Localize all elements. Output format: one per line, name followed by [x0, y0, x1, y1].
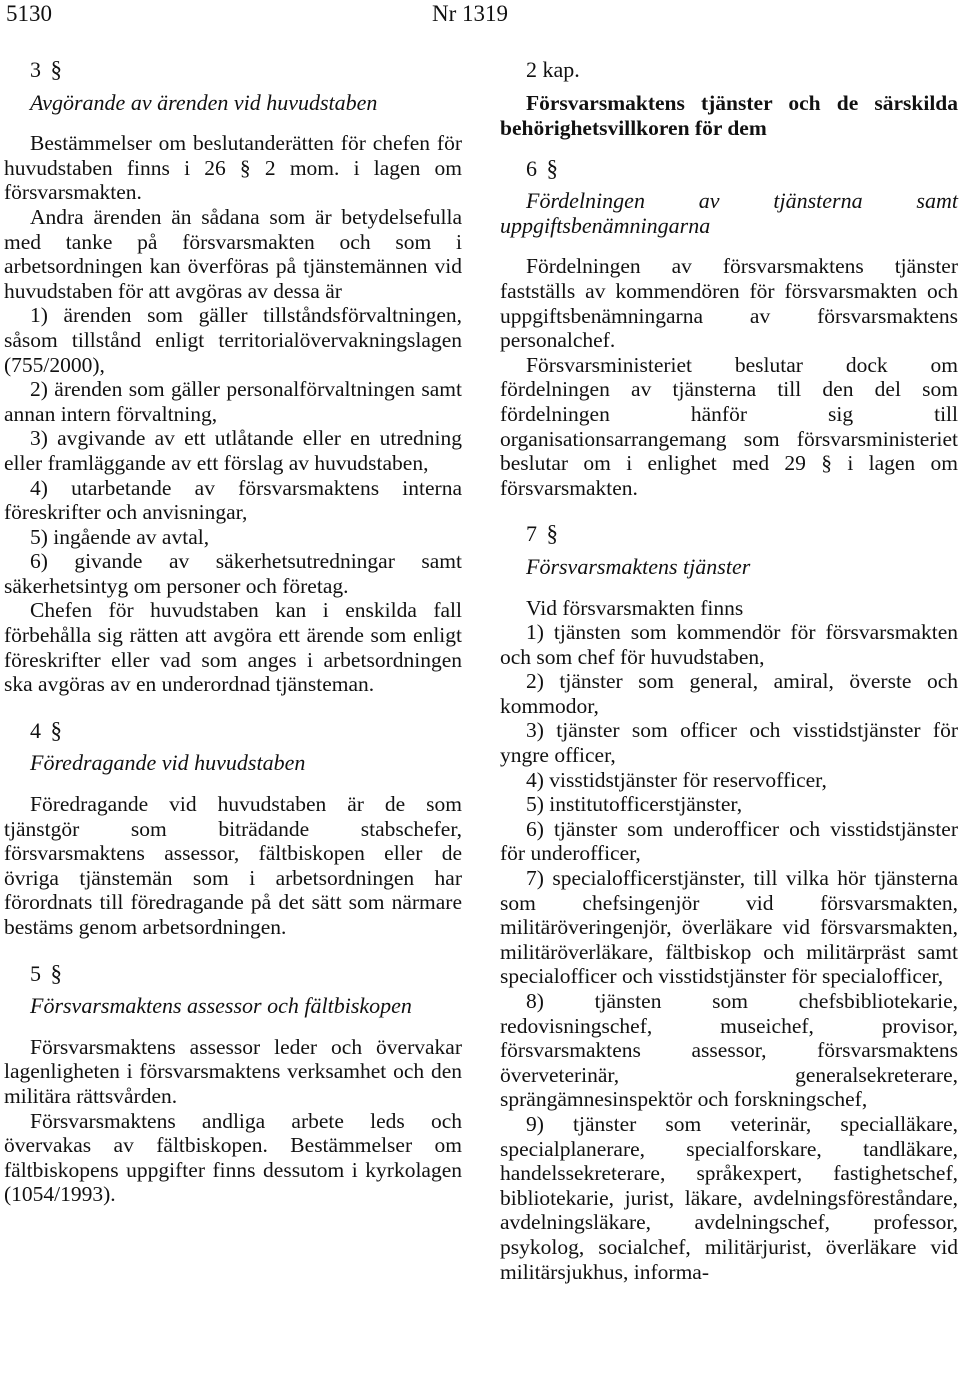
list-item: 5) ingående av avtal, [30, 524, 210, 549]
section-5-paragraph-1: Försvarsmaktens assessor leder och övervakar lagenligheten i försvarsmaktens verksamhet och den militära rättsvården. [4, 1034, 462, 1108]
issue-number: Nr 1319 [432, 1, 509, 26]
section-3-paragraph-3: Chefen för huvudstaben kan i enskilda fall förbehålla sig rätten att avgöra ett ärende som enligt föreskrifter eller vad som anges i arbetsordningen ska avgöras av en underordnad tjänsteman. [4, 598, 462, 697]
section-3-paragraph-1: Bestämmelser om beslutanderätten för chefen för huvudstaben finns i 26 § 2 mom. i lagen om försvarsmakten. [4, 131, 462, 205]
page-number: 5130 [6, 1, 52, 26]
list-item: 3) avgivande av ett utlåtande eller en utredning eller framläggande av ett förslag av huvudstaben, [4, 426, 462, 475]
list-item: 8) tjänsten som chefsbibliotekarie, redovisningschef, museichef, provisor, försvarsmaktens assessor, försvarsmaktens överveterinär, generalsekreterare, sprängämnesinspektör och forskningschef, [500, 989, 958, 1112]
list-item: 5) institutofficerstjänster, [526, 792, 743, 817]
list-item: 1) tjänsten som kommendör för försvarsmakten och som chef för huvudstaben, [500, 620, 958, 669]
section-4-title: Föredragande vid huvudstaben [30, 750, 306, 776]
section-6-paragraph-1: Fördelningen av försvarsmaktens tjänster fastställs av kommendören för försvarsmakten och uppgiftsbenämningarna av försvarsmaktens personalchef. [500, 254, 958, 353]
section-3-paragraph-2: Andra ärenden än sådana som är betydelsefulla med tanke på försvarsmakten och som i arbetsordningen kan överföras på tjänstemännen vid huvudstaben för att avgöras av dessa är [4, 204, 462, 303]
left-column [4, 58, 462, 1207]
list-item: 6) tjänster som underofficer och visstidstjänster för underofficer, [500, 816, 958, 866]
right-column [500, 58, 958, 1284]
section-6-title: Fördelningen av tjänsterna samt uppgiftsbenämningarna [500, 188, 958, 238]
section-3-title: Avgörande av ärenden vid huvudstaben [30, 89, 378, 115]
list-item: 6) givande av säkerhetsutredningar samt säkerhetsintyg om personer och företag. [4, 549, 462, 598]
section-7-intro: Vid försvarsmakten finns [526, 595, 744, 620]
section-4-heading: 4 § [30, 717, 62, 743]
list-item: 2) ärenden som gäller personalförvaltningen samt annan intern förvaltning, [4, 377, 462, 426]
section-5-heading: 5 § [30, 960, 62, 986]
list-item: 7) specialofficerstjänster, till vilka hör tjänsterna som chefsingenjör vid försvarsmakten, militäröveringenjör, överläkare vid försvarsmakten, militäröverläkare, fältbiskop och militärpräst samt specialofficer och visstidstjänster för specialofficer, [500, 866, 958, 989]
section-6-heading: 6 § [526, 155, 558, 181]
list-item: 4) utarbetande av försvarsmaktens interna föreskrifter och anvisningar, [4, 475, 462, 525]
chapter-number: 2 kap. [526, 57, 580, 82]
section-5-title: Försvarsmaktens assessor och fältbiskopen [30, 993, 412, 1019]
section-5-paragraph-2: Försvarsmaktens andliga arbete leds och övervakas av fältbiskopen. Bestämmelser om fältbiskopens uppgifter finns dessutom i kyrkolagen (1054/1993). [4, 1108, 462, 1207]
section-3-heading: 3 § [30, 57, 62, 82]
section-7-heading: 7 § [526, 521, 558, 547]
section-4-paragraph-1: Föredragande vid huvudstaben är de som tjänstgör som biträdande stabschefer, försvarsmaktens assessor, fältbiskopen eller de övriga tjänstemän som i arbetsordningen har förordnats till föredragande på det sätt som närmare bestäms genom arbetsordningen. [4, 792, 462, 939]
chapter-title: Försvarsmaktens tjänster och de särskilda behörighetsvillkoren för dem [500, 90, 958, 140]
list-item: 9) tjänster som veterinär, specialläkare, specialplanerare, specialforskare, tandläkare, handelssekreterare, språkexpert, fastighetschef, bibliotekarie, jurist, läkare, avdelningsföreståndare, avdelningsläkare, avdelningschef, professor, psykolog, socialchef, militärjurist, överläkare vid militärsjukhus, informa- [500, 1111, 958, 1284]
list-item: 4) visstidstjänster för reservofficer, [526, 767, 827, 792]
list-item: 2) tjänster som general, amiral, överste och kommodor, [500, 669, 958, 718]
section-6-paragraph-2: Försvarsministeriet beslutar dock om fördelningen av tjänsterna till den del som fördelningen hänför sig till organisationsarrangemang som försvarsministeriet beslutar om i enlighet med 29 § i lagen om försvarsmakten. [500, 352, 958, 500]
list-item: 3) tjänster som officer och visstidstjänster för yngre officer, [500, 718, 958, 768]
list-item: 1) ärenden som gäller tillståndsförvaltningen, såsom tillstånd enligt territorialövervakningslagen (755/2000), [4, 303, 462, 377]
section-7-title: Försvarsmaktens tjänster [526, 553, 751, 579]
page-header [0, 0, 960, 34]
